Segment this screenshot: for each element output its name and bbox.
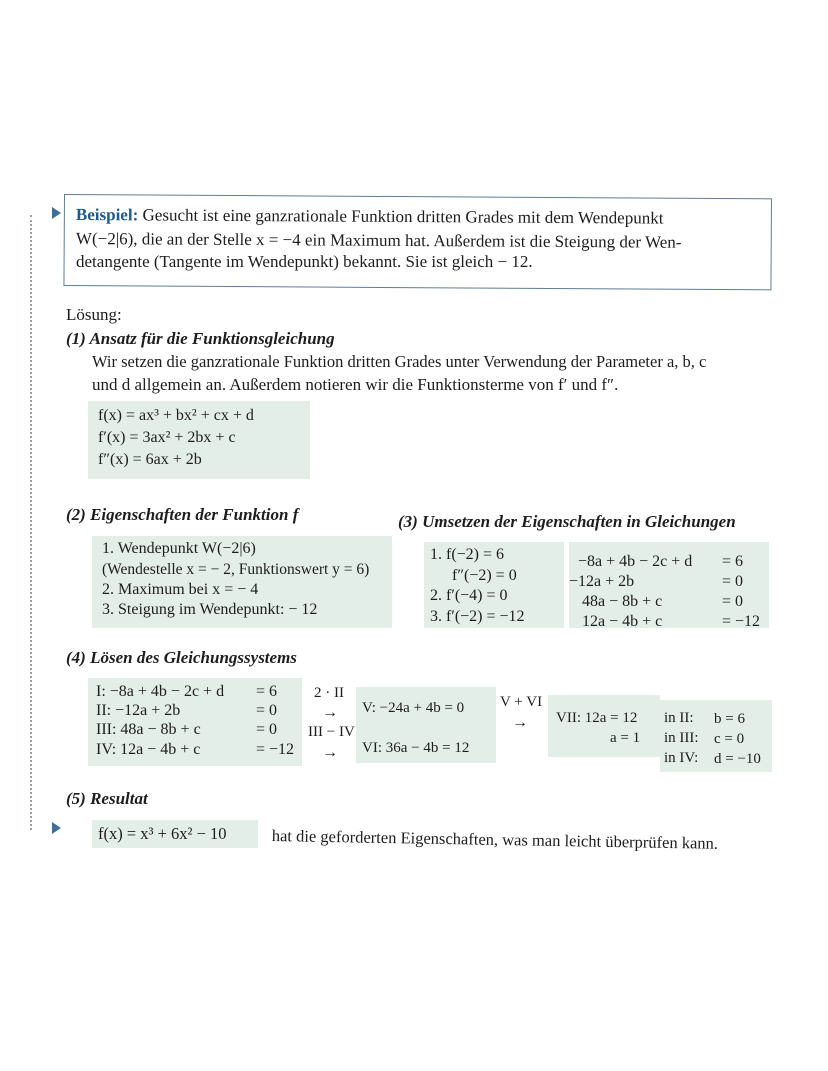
- equation-VII: VII: 12a = 12: [556, 710, 638, 726]
- arrow-icon: →: [512, 714, 528, 731]
- system-eq-3-lhs: III: 48a − 8b + c: [96, 721, 201, 738]
- system-eq-4-lhs: IV: 12a − 4b + c: [96, 741, 201, 758]
- property-1-detail: (Wendestelle x = − 2, Funktionswert y = 6): [102, 561, 370, 578]
- step1-heading: (1) Ansatz für die Funktionsgleichung: [66, 329, 335, 348]
- step1-text-2: und d allgemein an. Außerdem notieren wir die Funktionsterme von f′ und f″.: [92, 375, 619, 394]
- system-eq-2-rhs: = 0: [256, 702, 278, 719]
- system-eq-4-rhs: = −12: [256, 741, 295, 758]
- equation-2-rhs: = 0: [722, 573, 744, 590]
- example-label: Beispiel:: [75, 205, 139, 225]
- step2-heading: (2) Eigenschaften der Funktion f: [66, 505, 299, 524]
- step1-text-1: Wir setzen die ganzrationale Funktion dritten Grades unter Verwendung der Parameter a, b, c: [92, 352, 707, 371]
- b-result: b = 6: [714, 711, 745, 727]
- example-line-3: detangente (Tangente im Wendepunkt) bekannt. Sie ist gleich − 12.: [76, 252, 533, 271]
- subs-II: in II:: [664, 710, 694, 726]
- property-2: 2. Maximum bei x = − 4: [102, 581, 259, 598]
- system-eq-2-lhs: II: −12a + 2b: [96, 702, 181, 719]
- subs-III: in III:: [664, 730, 699, 746]
- formula-f-double-prime: f″(x) = 6ax + 2b: [98, 451, 202, 468]
- result-formula: f(x) = x³ + 6x² − 10: [98, 824, 227, 843]
- result-marker-icon: [52, 822, 61, 834]
- condition-1b: f″(−2) = 0: [452, 567, 517, 584]
- subs-IV: in IV:: [664, 750, 699, 766]
- system-eq-1-lhs: I: −8a + 4b − 2c + d: [96, 683, 225, 700]
- property-1: 1. Wendepunkt W(−2|6): [102, 540, 256, 557]
- equation-1-lhs: −8a + 4b − 2c + d: [578, 553, 693, 570]
- arrow-icon: →: [322, 704, 338, 721]
- equation-4-lhs: 12a − 4b + c: [582, 613, 663, 630]
- d-result: d = −10: [714, 751, 761, 767]
- property-3: 3. Steigung im Wendepunkt: − 12: [102, 601, 318, 618]
- step5-heading: (5) Resultat: [66, 789, 148, 808]
- system-eq-1-rhs: = 6: [256, 683, 278, 700]
- example-line-1: Beispiel: Gesucht ist eine ganzrationale Funktion dritten Grades mit dem Wendepunkt: [75, 205, 664, 228]
- margin-dotted-line: [30, 215, 32, 830]
- operation-V-VI: V + VI: [500, 694, 543, 710]
- example-marker-icon: [52, 207, 61, 219]
- equation-2-lhs: −12a + 2b: [569, 573, 635, 590]
- system-eq-3-rhs: = 0: [256, 721, 278, 738]
- equation-VI: VI: 36a − 4b = 12: [362, 740, 470, 756]
- a-result: a = 1: [610, 730, 641, 746]
- equation-4-rhs: = −12: [722, 613, 761, 630]
- result-text: hat die geforderten Eigenschaften, was man leicht überprüfen kann.: [271, 826, 719, 853]
- operation-III-IV: III − IV: [308, 724, 355, 740]
- condition-2: 2. f′(−4) = 0: [430, 587, 508, 604]
- condition-1: 1. f(−2) = 6: [430, 546, 505, 563]
- equation-V: V: −24a + 4b = 0: [362, 700, 465, 716]
- operation-2-II: 2 · II: [314, 685, 344, 701]
- step4-heading: (4) Lösen des Gleichungssystems: [66, 648, 297, 667]
- example-line-2: W(−2|6), die an der Stelle x = −4 ein Maximum hat. Außerdem ist die Steigung der Wen-: [75, 229, 682, 252]
- arrow-icon: →: [322, 744, 338, 761]
- equation-3-lhs: 48a − 8b + c: [582, 593, 663, 610]
- formula-f-prime: f′(x) = 3ax² + 2bx + c: [98, 429, 236, 446]
- condition-3: 3. f′(−2) = −12: [430, 608, 525, 625]
- equation-3-rhs: = 0: [722, 593, 744, 610]
- step3-heading: (3) Umsetzen der Eigenschaften in Gleichungen: [398, 512, 736, 531]
- solution-label: Lösung:: [66, 305, 122, 324]
- c-result: c = 0: [714, 731, 745, 747]
- equation-1-rhs: = 6: [722, 553, 744, 570]
- formula-f: f(x) = ax³ + bx² + cx + d: [98, 407, 254, 424]
